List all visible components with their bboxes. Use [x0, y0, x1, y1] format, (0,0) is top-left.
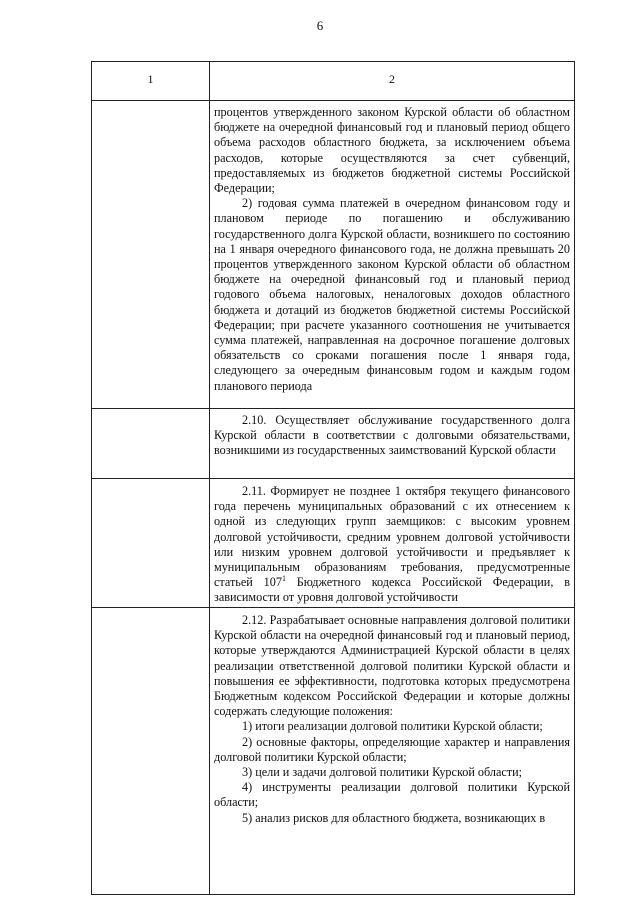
- paragraph-tail: Бюджетного кодекса Российской Федерации, в зависимости от уровня долговой устойчивости: [214, 575, 570, 605]
- row-divider: [92, 478, 574, 479]
- table-header-row: [92, 62, 574, 101]
- table-row-3-text: [214, 484, 570, 606]
- row-divider: [92, 607, 574, 608]
- paragraph: 1) итоги реализации долговой политики Курской области;: [242, 719, 543, 734]
- page-number: 6: [316, 18, 324, 33]
- row-divider: [92, 408, 574, 409]
- paragraph: процентов утвержденного законом Курской области об областном бюджете на очередной финансовый год и плановый период общего объема расходов областного бюджета, за исключением объема расходов, которые осуществляются за счет субвенций, предоставляемых из бюджетов бюджетной системы Российской Федерации;: [214, 105, 570, 196]
- paragraph: 3) цели и задачи долговой политики Курской области;: [242, 765, 523, 780]
- table-row-1-text: [214, 105, 570, 394]
- paragraph: 5) анализ рисков для областного бюджета, возникающих в: [242, 810, 546, 825]
- table-row-2-text: [214, 413, 570, 459]
- paragraph: [214, 484, 570, 606]
- paragraph: 2.12. Разрабатывает основные направления долговой политики Курской области на очередной финансовый год и плановый период, которые утверждаются Администрацией Курской области в целях реализации ответственной долговой политики Курской области и повышения ее эффективности, подготовка которых предусмотрена Бюджетным кодексом Российской Федерации и которые должны содержать следующие положения:: [214, 613, 570, 719]
- paragraph: 2.10. Осуществляет обслуживание государственного долга Курской области в соответствии с долговыми обязательствами, возникшими из государственных заимствований Курской области: [214, 413, 570, 458]
- superscript: 1: [281, 574, 286, 584]
- paragraph: 2) годовая сумма платежей в очередном финансовом году и плановом периоде по погашению и обслуживанию государственного долга Курской области, возникшего по состоянию на 1 января очередного финансового года, не должна превышать 20 процентов утвержденного законом Курской области об областном бюджете на очередной финансовый год и плановый период годового объема налоговых, неналоговых доходов областного бюджета и дотаций из бюджетов бюджетной системы Российской Федерации; при расчете указанного соотношения не учитывается сумма платежей, направленная на досрочное погашение долговых обязательств со сроками погашения после 1 января года, следующего за очередным финансовым годом и каждым годом планового периода: [214, 196, 570, 393]
- document-table: [91, 61, 575, 895]
- table-row-4-text: [214, 613, 570, 826]
- column-header-2: 2: [389, 72, 395, 86]
- paragraph: 4) инструменты реализации долговой политики Курской области;: [214, 780, 570, 810]
- paragraph-main: 2.11. Формирует не позднее 1 октября текущего финансового года перечень муниципальных образований с их отнесением к одной из следующих групп заемщиков: с высоким уровнем долговой устойчивости, средним уровнем долговой устойчивости или низким уровнем долговой устойчивости и предъявляет к муниципальным образованиям требования, предусмотренные статьей 107: [214, 484, 570, 590]
- paragraph: 2) основные факторы, определяющие характер и направления долговой политики Курской области;: [214, 734, 570, 764]
- column-header-1: 1: [147, 72, 154, 86]
